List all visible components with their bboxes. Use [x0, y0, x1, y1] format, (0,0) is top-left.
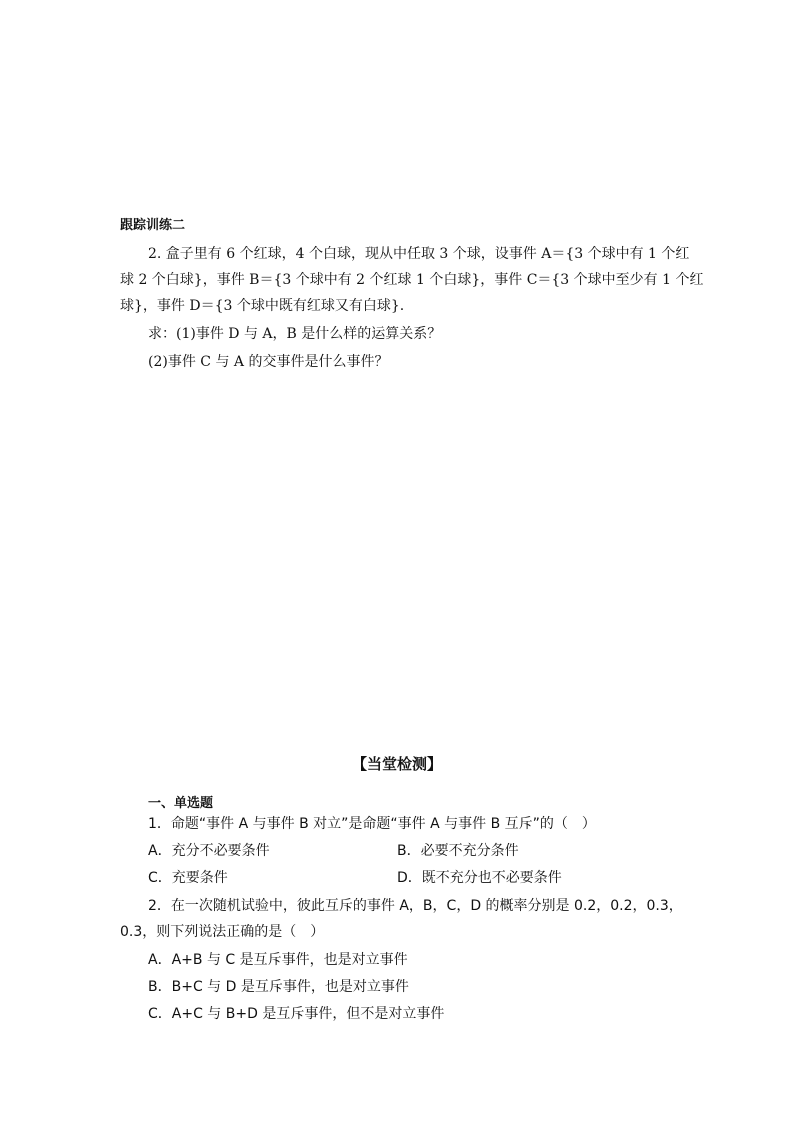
- question-1-option-c: C．充要条件: [148, 870, 228, 886]
- question-2-stem-line-2: 0.3，则下列说法正确的是（ ）: [120, 924, 325, 940]
- section-heading-class-test: 【当堂检测】: [351, 755, 442, 773]
- question-2-option-b: B．B+C 与 D 是互斥事件，也是对立事件: [148, 979, 409, 995]
- question-part-1: 求：(1)事件 D 与 A，B 是什么样的运算关系？: [148, 326, 442, 342]
- question-1-option-d: D．既不充分也不必要条件: [397, 870, 562, 886]
- question-1-option-b: B．必要不充分条件: [397, 843, 519, 859]
- question-2-stem-line-1: 2．在一次随机试验中，彼此互斥的事件 A，B，C，D 的概率分别是 0.2，0.2，0.3，: [148, 898, 683, 914]
- question-2-option-a: A．A+B 与 C 是互斥事件，也是对立事件: [148, 952, 408, 968]
- problem-line-1: 2. 盒子里有 6 个红球，4 个白球，现从中任取 3 个球，设事件 A＝{3 个球中有 1 个红: [148, 246, 690, 262]
- subheading-single-choice: 一、单选题: [148, 796, 214, 811]
- question-1-option-a: A．充分不必要条件: [148, 843, 270, 859]
- question-part-2: (2)事件 C 与 A 的交事件是什么事件？: [148, 354, 389, 370]
- question-2-option-c: C．A+C 与 B+D 是互斥事件，但不是对立事件: [148, 1006, 445, 1022]
- question-1-stem: 1．命题“事件 A 与事件 B 对立”是命题“事件 A 与事件 B 互斥”的（ ）: [148, 816, 596, 832]
- section-heading-tracking-practice: 跟踪训练二: [120, 218, 186, 233]
- problem-line-3: 球}，事件 D＝{3 个球中既有红球又有白球}.: [120, 298, 405, 314]
- problem-line-2: 球 2 个白球}，事件 B＝{3 个球中有 2 个红球 1 个白球}，事件 C＝{3 个球中至少有 1 个红: [120, 272, 704, 288]
